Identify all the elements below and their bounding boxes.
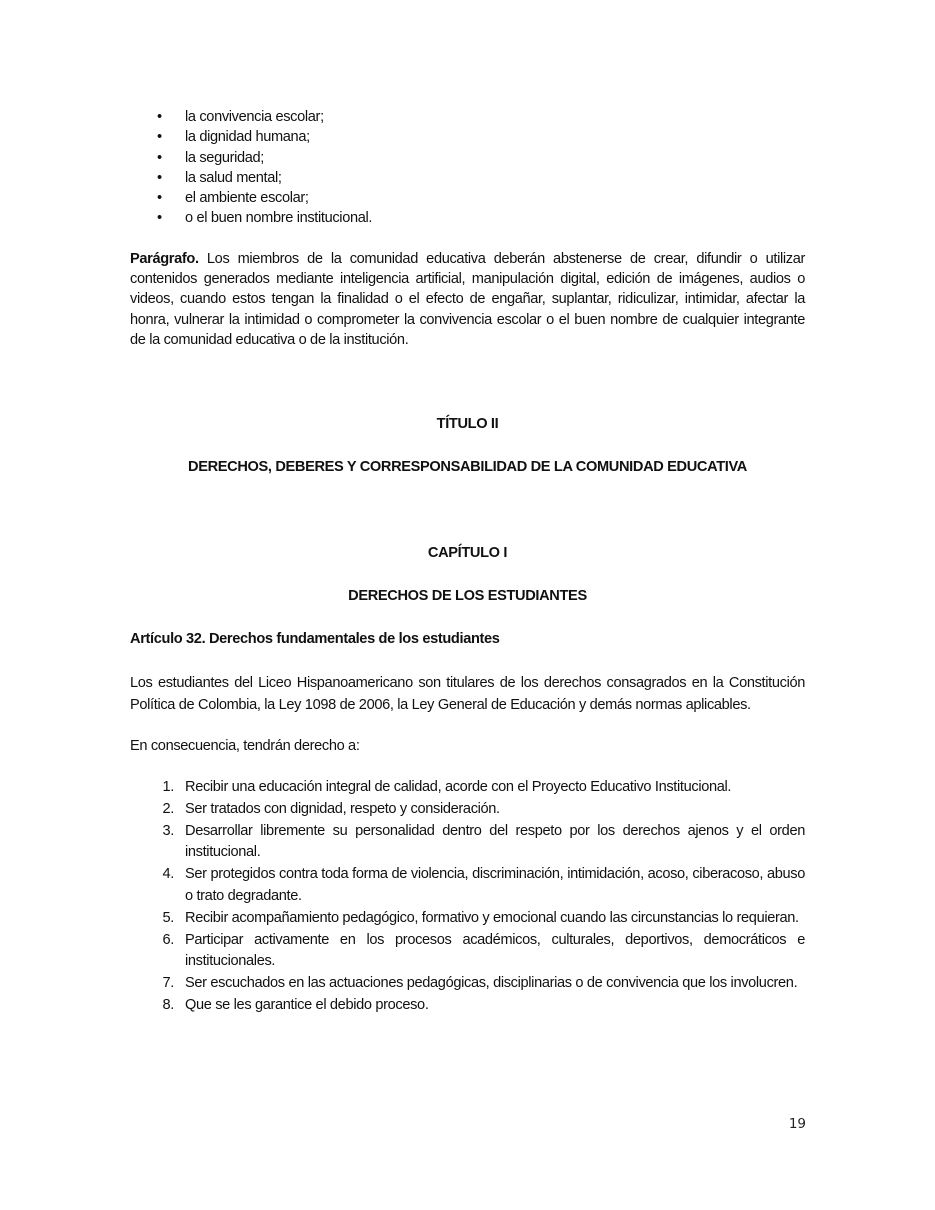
intro-paragraph: Los estudiantes del Liceo Hispanoamericano son titulares de los derechos consagrados en la Constitución Política de Colombia, la Ley 1098 de 2006, la Ley General de Educación y demás normas aplicables. — [130, 674, 805, 713]
item-text: Recibir una educación integral de calidad, acorde con el Proyecto Educativo Institucional. — [185, 779, 732, 796]
rights-list — [130, 777, 805, 1017]
list-item — [130, 107, 805, 127]
bullet-list — [130, 107, 805, 229]
list-item — [130, 127, 805, 147]
bullet-text: la seguridad; — [185, 149, 265, 166]
page-content — [130, 107, 805, 1017]
item-number: 8. — [162, 997, 174, 1014]
item-text: Que se les garantice el debido proceso. — [185, 997, 429, 1014]
item-text: Ser escuchados en las actuaciones pedagógicas, disciplinarias o de convivencia que los involucren. — [185, 975, 798, 992]
list-item — [130, 168, 805, 188]
item-number: 1. — [162, 779, 174, 796]
bullet-icon: • — [157, 169, 162, 186]
list-item — [130, 908, 805, 930]
bullet-icon: • — [157, 109, 162, 125]
capitulo-subtitle: DERECHOS DE LOS ESTUDIANTES — [348, 588, 587, 605]
titulo-heading: TÍTULO II — [436, 416, 499, 433]
bullet-text: o el buen nombre institucional. — [185, 210, 373, 227]
bullet-icon: • — [157, 149, 162, 166]
bullet-text: la convivencia escolar; — [185, 109, 324, 125]
list-item — [130, 930, 805, 974]
list-item — [130, 799, 805, 821]
paragrafo-paragraph — [130, 249, 805, 350]
paragrafo-label: Parágrafo. — [130, 250, 199, 267]
item-number: 7. — [162, 975, 174, 992]
bullet-text: la salud mental; — [185, 169, 282, 186]
list-item — [130, 777, 805, 799]
bullet-icon: • — [157, 190, 162, 207]
item-number: 4. — [162, 866, 174, 883]
list-item — [130, 821, 805, 865]
bullet-icon: • — [157, 129, 162, 146]
list-item — [130, 208, 805, 228]
item-number: 6. — [162, 931, 174, 948]
paragrafo-text: Los miembros de la comunidad educativa deberán abstenerse de crear, difundir o utilizar contenidos generados mediante inteligencia artificial, manipulación digital, edición de imágenes, audios o videos, cuando estos tengan la finalidad o el efecto de engañar, suplantar, ridiculizar, intimidar, afectar la honra, vulnerar la intimidad o comprometer la convivencia escolar o el buen nombre de cualquier integrante de la comunidad educativa o de la institución. — [130, 250, 805, 348]
item-text: Ser protegidos contra toda forma de violencia, discriminación, intimidación, acoso, ciberacoso, abuso o trato degradante. — [185, 866, 805, 905]
item-number: 5. — [162, 909, 174, 926]
item-text: Ser tratados con dignidad, respeto y consideración. — [185, 800, 500, 817]
bullet-text: el ambiente escolar; — [185, 190, 309, 207]
list-item — [130, 188, 805, 208]
list-item — [130, 864, 805, 908]
capitulo-heading: CAPÍTULO I — [427, 544, 508, 561]
list-item — [130, 148, 805, 168]
consecuencia-text: En consecuencia, tendrán derecho a: — [130, 737, 360, 754]
item-number: 2. — [162, 800, 174, 817]
list-item — [130, 995, 805, 1017]
titulo-subtitle: DERECHOS, DEBERES Y CORRESPONSABILIDAD DE LA COMUNIDAD EDUCATIVA — [188, 458, 747, 475]
bullet-text: la dignidad humana; — [185, 129, 310, 146]
item-text: Desarrollar libremente su personalidad dentro del respeto por los derechos ajenos y el orden institucional. — [185, 822, 805, 861]
item-text: Recibir acompañamiento pedagógico, formativo y emocional cuando las circunstancias lo requieran. — [185, 909, 799, 926]
bullet-icon: • — [157, 210, 162, 227]
item-number: 3. — [162, 822, 174, 839]
list-item — [130, 973, 805, 995]
articulo-heading: Artículo 32. Derechos fundamentales de los estudiantes — [130, 631, 500, 648]
item-text: Participar activamente en los procesos académicos, culturales, deportivos, democráticos e institucionales. — [185, 931, 805, 970]
page-number: 19 — [788, 1116, 806, 1132]
